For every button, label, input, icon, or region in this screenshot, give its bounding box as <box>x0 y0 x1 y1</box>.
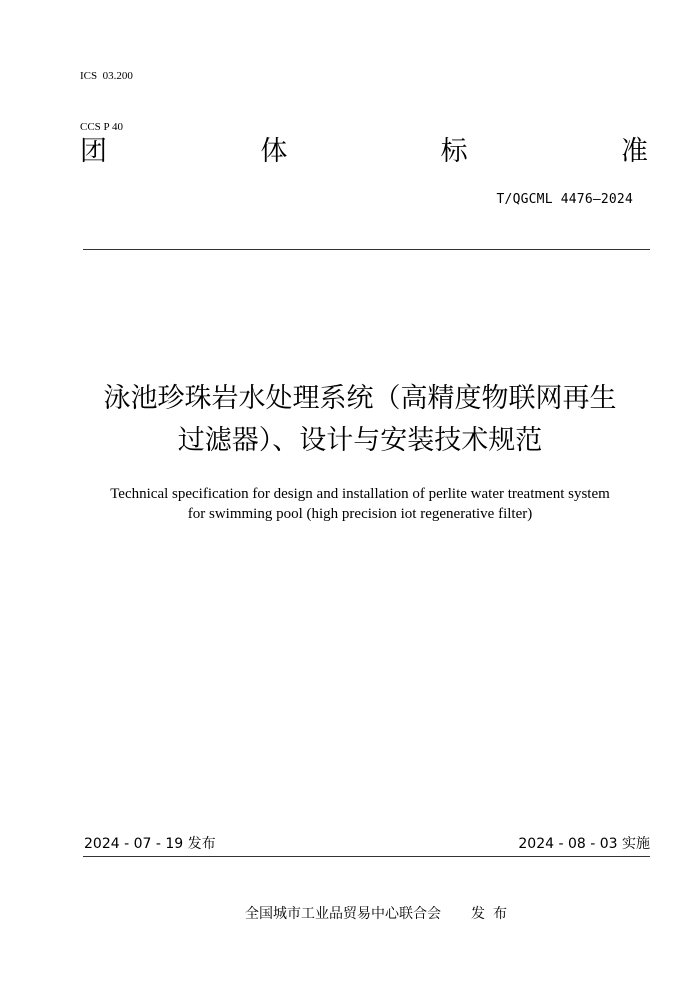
chinese-title <box>60 378 660 462</box>
chinese-title-line-1: 泳池珍珠岩水处理系统（高精度物联网再生 <box>103 383 617 414</box>
ccs-code: CCS P 40 <box>80 121 124 133</box>
ics-code: ICS 03.200 <box>80 70 133 82</box>
publisher-name: 全国城市工业品贸易中心联合会 <box>245 906 441 922</box>
document-type-heading <box>80 134 648 170</box>
publisher-line <box>0 905 700 923</box>
doc-type-char: 标 <box>440 136 468 167</box>
doc-type-char: 准 <box>620 136 648 167</box>
english-title-line-2: for swimming pool (high precision iot regenerative filter) <box>187 506 533 522</box>
chinese-title-line-2: 过滤器）、设计与安装技术规范 <box>177 425 543 456</box>
english-title-line-1: Technical specification for design and installation of perlite water treatment system <box>110 486 610 502</box>
standard-number: T/QGCML 4476—2024 <box>496 192 633 207</box>
implementation-date: 2024 - 08 - 03 实施 <box>518 836 650 852</box>
publisher-suffix: 发布 <box>471 906 515 922</box>
issue-date: 2024 - 07 - 19 发布 <box>84 836 216 852</box>
top-divider <box>83 249 650 250</box>
doc-type-char: 体 <box>260 136 288 167</box>
doc-type-char: 团 <box>80 136 107 167</box>
bottom-divider <box>83 856 650 857</box>
english-title <box>60 484 660 524</box>
